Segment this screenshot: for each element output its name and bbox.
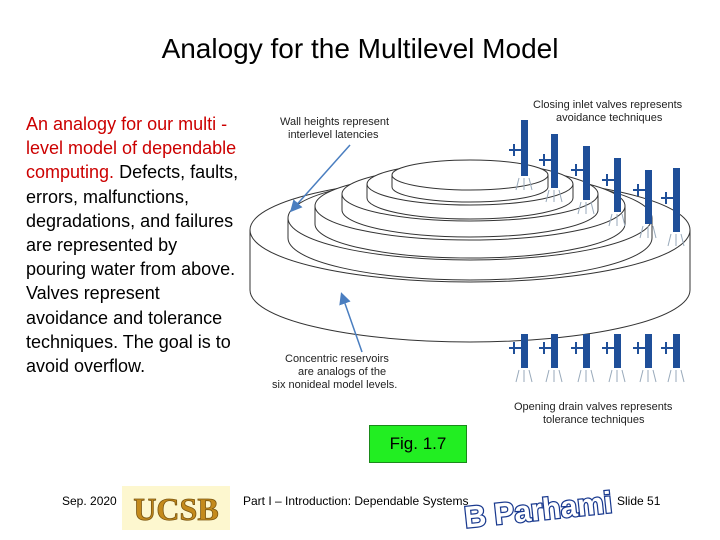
author-signature-logo xyxy=(462,478,614,535)
svg-text:UCSB: UCSB xyxy=(133,491,219,527)
drain-pipe xyxy=(571,334,594,382)
body-text-intro: An analogy for our multi -level model of dependable computing. xyxy=(26,114,237,183)
inlet-valves-label-line2: avoidance techniques xyxy=(556,112,663,124)
drain-pipe xyxy=(602,334,625,382)
reservoirs-label-line1: Concentric reservoirs xyxy=(285,353,389,365)
wall-heights-label-line2: interlevel latencies xyxy=(288,129,379,141)
ucsb-logo xyxy=(122,486,230,530)
slide-number: Slide 51 xyxy=(617,494,661,508)
drain-pipe xyxy=(633,334,656,382)
reservoirs-label-line2: are analogs of the xyxy=(298,366,387,378)
reservoir-stack xyxy=(250,160,690,342)
reservoir-diagram xyxy=(240,90,720,440)
figure-label: Fig. 1.7 xyxy=(369,425,467,463)
wall-heights-label-line1: Wall heights represent xyxy=(280,116,390,128)
footer-course-title: Part I – Introduction: Dependable Systems xyxy=(243,494,469,508)
slide-title: Analogy for the Multilevel Model xyxy=(161,33,559,64)
drain-valves xyxy=(509,334,684,382)
inlet-valves-label-line1: Closing inlet valves represents xyxy=(533,99,683,111)
drain-pipe xyxy=(539,334,562,382)
body-text xyxy=(26,112,241,378)
drain-valves-label-line1: Opening drain valves represents xyxy=(514,401,673,413)
body-text-detail: Defects, faults, errors, malfunctions, degradations, and failures are represented by pouring water from above. Valves represent avoidance and tolerance techniques. The goal is to avoid overflow. xyxy=(26,162,239,377)
footer-date: Sep. 2020 xyxy=(62,494,117,508)
drain-pipe xyxy=(661,334,684,382)
svg-text:B Parhami: B Parhami xyxy=(462,486,614,535)
reservoirs-label-line3: six nonideal model levels. xyxy=(272,379,398,391)
drain-valves-label-line2: tolerance techniques xyxy=(543,414,645,426)
